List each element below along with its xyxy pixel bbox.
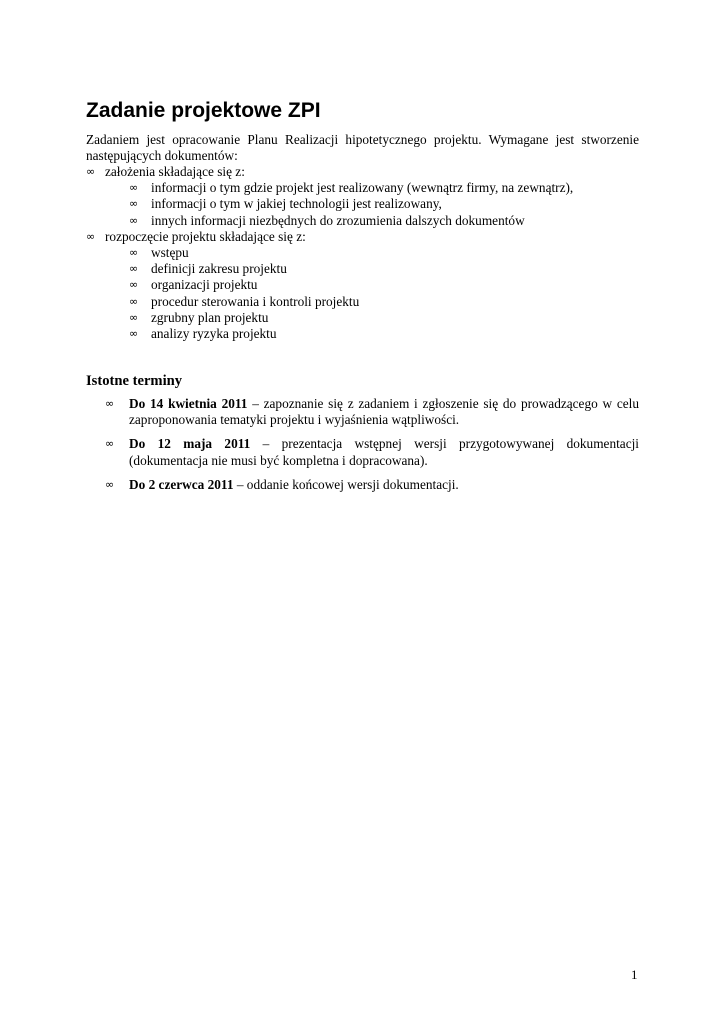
infinity-bullet-icon: ∞ [86,165,96,178]
list-item-label: informacji o tym gdzie projekt jest realizowany (wewnątrz firmy, na zewnątrz), [151,180,574,196]
list-item-assumptions [86,164,639,180]
term-date: Do 2 czerwca 2011 [129,476,234,492]
infinity-bullet-icon: ∞ [129,181,139,195]
list-item-label: rozpoczęcie projektu składające się z: [105,228,306,244]
list-item [86,294,639,310]
list-item [86,326,639,342]
term-date: Do 12 maja 2011 [129,436,251,452]
intro-paragraph: Zadaniem jest opracowanie Planu Realizacji hipotetycznego projektu. Wymagane jest stworzenie następujących dokumentów: [86,132,639,164]
term-date: Do 14 kwietnia 2011 [129,396,248,411]
list-item [86,213,639,229]
infinity-bullet-icon: ∞ [129,327,139,341]
infinity-bullet-icon: ∞ [129,294,139,308]
infinity-bullet-icon: ∞ [129,262,139,276]
term-item [105,396,639,428]
documents-list [86,164,639,342]
terms-heading: Istotne terminy [86,373,183,389]
list-item-project-start [86,229,639,245]
infinity-bullet-icon: ∞ [105,397,115,410]
list-item-label: założenia składające się z: [105,164,245,179]
list-item [86,245,639,261]
list-item [86,196,639,212]
document-title: Zadanie projektowe ZPI [86,99,321,122]
infinity-bullet-icon: ∞ [129,310,139,324]
term-description: – prezentacja wstępnej wersji przygotowywanej dokumentacji (dokumentacja nie musi być kompletna i dopracowana). [129,436,639,468]
term-item [105,477,639,493]
term-description: – zapoznanie się z zadaniem i zgłoszenie się do prowadzącego w celu zaproponowania tematyki projektu i wyjaśnienia wątpliwości. [129,396,640,428]
list-item-label: innych informacji niezbędnych do zrozumienia dalszych dokumentów [151,212,525,228]
list-item [86,180,639,196]
list-item-label: informacji o tym w jakiej technologii jest realizowany, [151,196,442,212]
infinity-bullet-icon: ∞ [105,437,115,451]
list-item-label: analizy ryzyka projektu [151,326,277,342]
infinity-bullet-icon: ∞ [129,246,139,260]
list-item [86,277,639,293]
infinity-bullet-icon: ∞ [86,229,96,243]
list-item [86,261,639,277]
term-description: – oddanie końcowej wersji dokumentacji. [233,476,459,492]
list-item-label: wstępu [151,245,189,261]
term-item [105,436,639,468]
infinity-bullet-icon: ∞ [129,197,139,211]
list-item-label: organizacji projektu [151,277,258,293]
infinity-bullet-icon: ∞ [129,278,139,292]
list-item [86,310,639,326]
terms-list [105,396,639,501]
list-item-label: definicji zakresu projektu [151,261,287,277]
infinity-bullet-icon: ∞ [129,213,139,227]
page-number: 1 [631,967,638,982]
list-item-label: zgrubny plan projektu [151,309,269,325]
list-item-label: procedur sterowania i kontroli projektu [151,293,360,309]
infinity-bullet-icon: ∞ [105,477,115,491]
